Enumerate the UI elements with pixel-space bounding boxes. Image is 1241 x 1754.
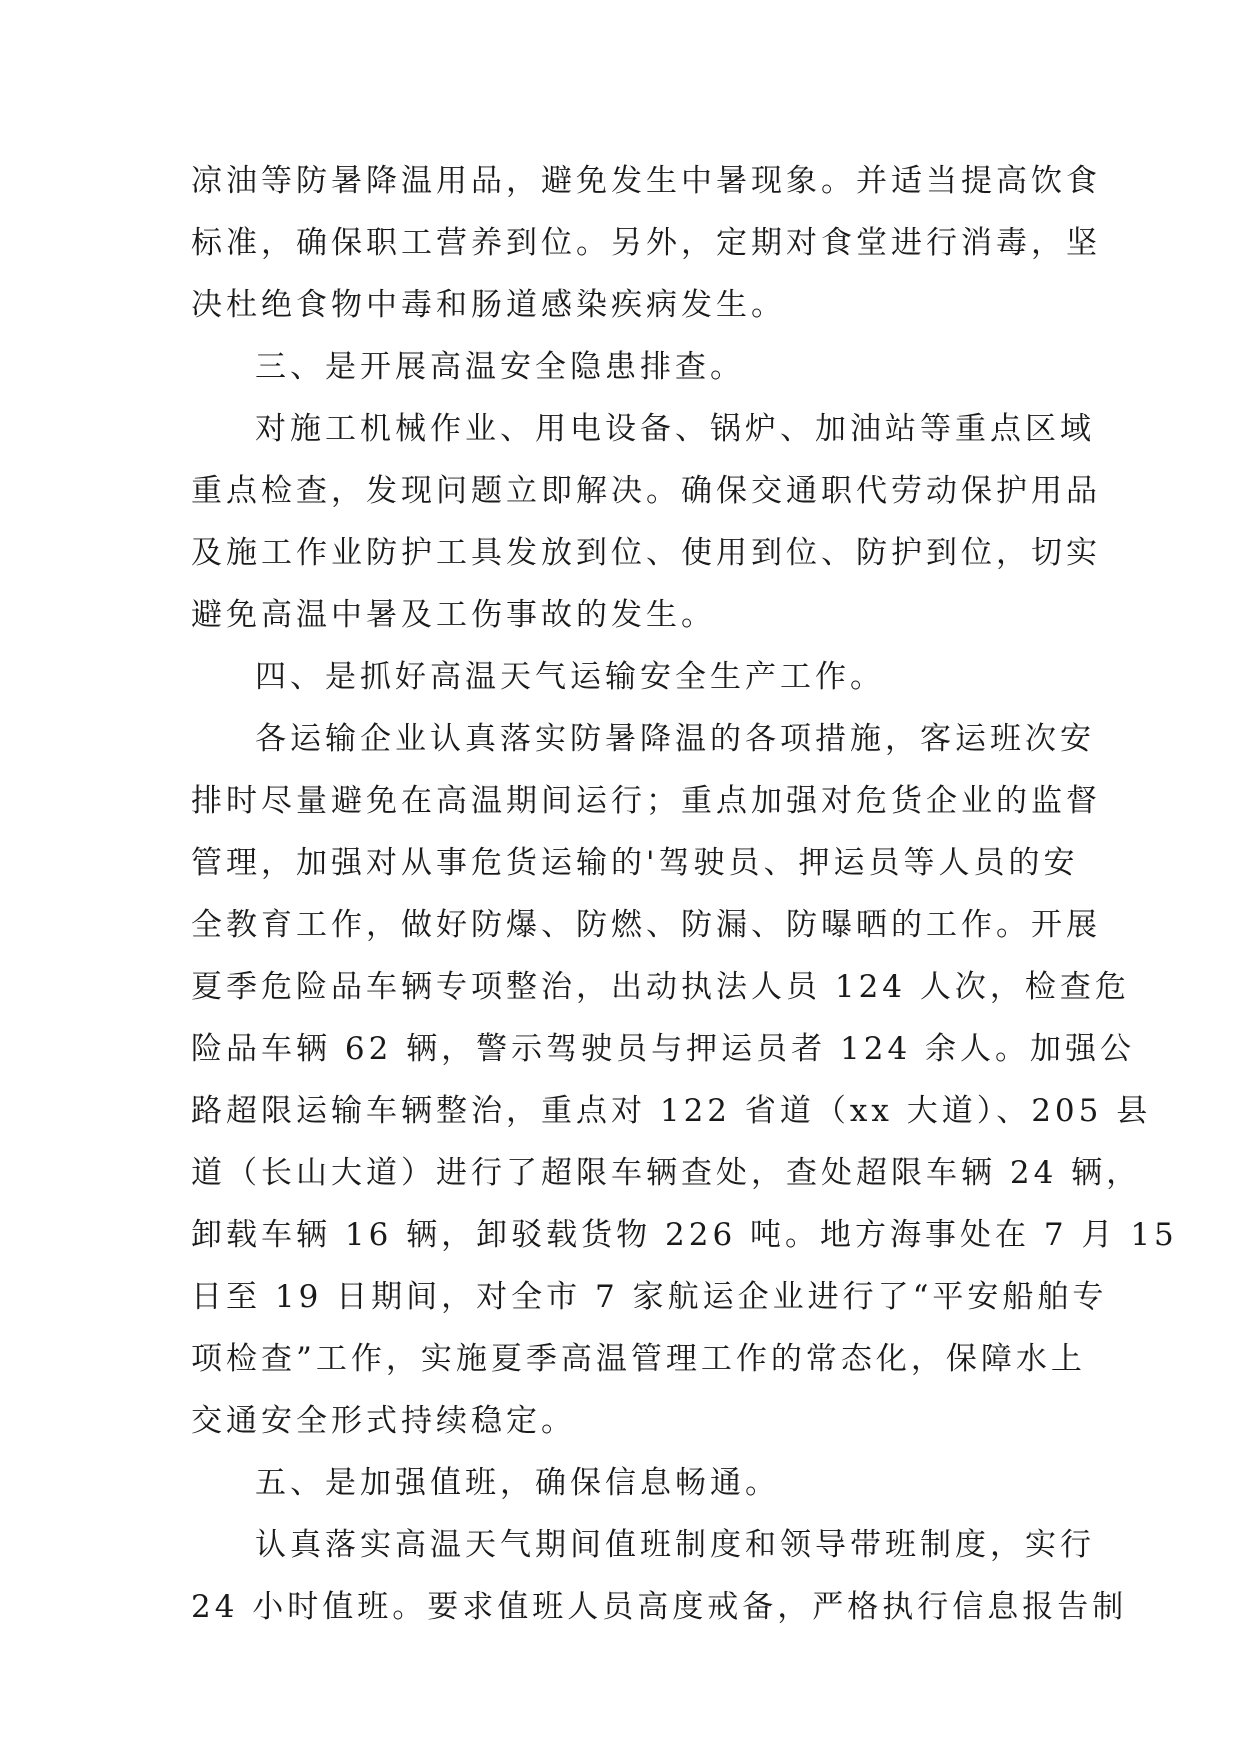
text-line: 交通安全形式持续稳定。 [191,1403,576,1439]
text-line: 卸载车辆 16 辆，卸驳载货物 226 吨。地方海事处在 7 月 15 [191,1217,1178,1253]
section-heading: 五、是加强值班，确保信息畅通。 [255,1465,780,1501]
text-line: 及施工作业防护工具发放到位、使用到位、防护到位，切实 [191,535,1101,571]
text-line: 认真落实高温天气期间值班制度和领导带班制度，实行 [255,1527,1095,1563]
text-line: 各运输企业认真落实防暑降温的各项措施，客运班次安 [255,721,1095,757]
text-line: 项检查”工作，实施夏季高温管理工作的常态化，保障水上 [191,1341,1086,1377]
text-line: 24 小时值班。要求值班人员高度戒备，严格执行信息报告制 [191,1589,1128,1625]
text-line: 道（长山大道）进行了超限车辆查处，查处超限车辆 24 辆， [191,1155,1142,1191]
text-line: 避免高温中暑及工伤事故的发生。 [191,597,716,633]
section-heading: 四、是抓好高温天气运输安全生产工作。 [255,659,885,695]
text-line: 路超限运输车辆整治，重点对 122 省道（xx 大道）、205 县 [191,1093,1152,1129]
text-line: 日至 19 日期间，对全市 7 家航运企业进行了“平安船舶专 [191,1279,1108,1315]
text-line: 决杜绝食物中毒和肠道感染疾病发生。 [191,287,786,323]
text-line: 重点检查，发现问题立即解决。确保交通职代劳动保护用品 [191,473,1101,509]
text-line: 排时尽量避免在高温期间运行；重点加强对危货企业的监督 [191,783,1101,819]
text-line: 管理，加强对从事危货运输的'驾驶员、押运员等人员的安 [191,845,1079,881]
text-line: 全教育工作，做好防爆、防燃、防漏、防曝晒的工作。开展 [191,907,1101,943]
document-body [191,150,1178,1638]
section-heading: 三、是开展高温安全隐患排查。 [255,349,745,385]
text-line: 凉油等防暑降温用品，避免发生中暑现象。并适当提高饮食 [191,163,1101,199]
text-line: 夏季危险品车辆专项整治，出动执法人员 124 人次，检查危 [191,969,1130,1005]
text-line: 险品车辆 62 辆，警示驾驶员与押运员者 124 余人。加强公 [191,1031,1136,1067]
text-line: 对施工机械作业、用电设备、锅炉、加油站等重点区域 [255,411,1095,447]
text-line: 标准，确保职工营养到位。另外，定期对食堂进行消毒，坚 [191,225,1101,261]
